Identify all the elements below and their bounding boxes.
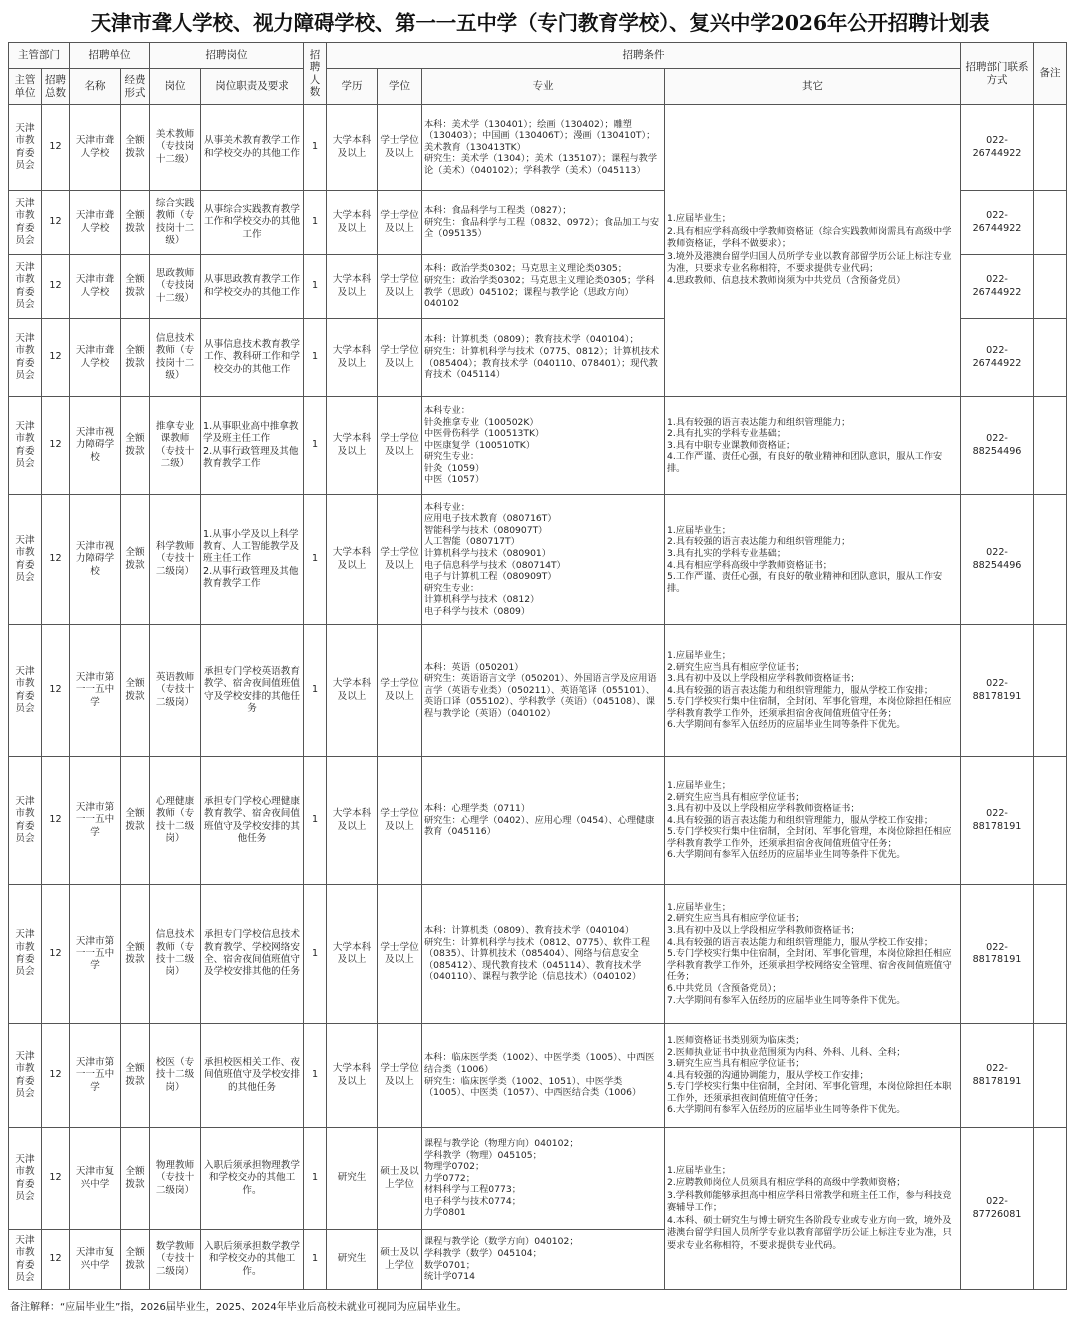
degree-cell: 学士学位及以上 — [378, 397, 422, 495]
contact-cell: 022-88178191 — [961, 885, 1034, 1024]
dept-cell: 天津市教育委员会 — [9, 397, 42, 495]
duty-cell: 从事美术教育教学工作和学校交办的其他工作 — [201, 105, 304, 191]
count-cell: 1 — [304, 1128, 327, 1230]
post-cell: 综合实践教师（专技岗十二级） — [150, 191, 201, 255]
post-cell: 信息技术教师（专技十二级岗） — [150, 885, 201, 1024]
edu-cell: 大学本科及以上 — [327, 105, 378, 191]
table-row — [9, 397, 1067, 495]
edu-cell: 大学本科及以上 — [327, 1024, 378, 1128]
post-cell: 推拿专业课教师（专技十二级） — [150, 397, 201, 495]
dept-cell: 天津市教育委员会 — [9, 495, 42, 625]
unit-cell: 天津市第一一五中学 — [70, 757, 121, 885]
funding-cell: 全额拨款 — [121, 191, 150, 255]
unit-cell: 天津市视力障碍学校 — [70, 397, 121, 495]
edu-cell: 大学本科及以上 — [327, 885, 378, 1024]
other-cell-deaf-school: 1.应届毕业生； 2.具有相应学科高级中学教师资格证（综合实践教师岗需具有高级中学教师资格证，学科不做要求）； 3.境外及港澳台留学归国人员所学专业以教育部留学历公证上标注专业为准，只要求专业名称相符，不要求提供专业代码； 4.思政教师、信息技术教师岗须为中共党员（含预备党员） — [665, 105, 961, 397]
degree-cell: 学士学位及以上 — [378, 625, 422, 757]
remark-cell — [1034, 1024, 1067, 1128]
edu-cell: 大学本科及以上 — [327, 255, 378, 319]
unit-cell: 天津市第一一五中学 — [70, 1024, 121, 1128]
degree-cell: 学士学位及以上 — [378, 255, 422, 319]
funding-cell: 全额拨款 — [121, 255, 150, 319]
duty-cell: 1.从事小学及以上科学教育、人工智能教学及班主任工作 2.从事行政管理及其他教育教学工作 — [201, 495, 304, 625]
unit-cell: 天津市聋人学校 — [70, 319, 121, 397]
remark-cell — [1034, 191, 1067, 255]
total-cell: 12 — [42, 105, 70, 191]
funding-cell: 全额拨款 — [121, 885, 150, 1024]
funding-cell: 全额拨款 — [121, 495, 150, 625]
header-remark: 备注 — [1034, 43, 1067, 105]
total-cell: 12 — [42, 255, 70, 319]
edu-cell: 大学本科及以上 — [327, 625, 378, 757]
count-cell: 1 — [304, 191, 327, 255]
funding-cell: 全额拨款 — [121, 757, 150, 885]
major-cell: 本科：心理学类（0711） 研究生：心理学（0402）、应用心理（0454）、心理健康教育（045116） — [422, 757, 665, 885]
other-cell: 1.医师资格证书类别须为临床类； 2.医师执业证书中执业范围须为内科、外科、儿科、全科； 3.研究生应当具有相应学位证书； 4.具有较强的沟通协调能力，服从学校工作安排； 5.专门学校实行集中住宿制，全封闭、军事化管理，本岗位除担任本职工作外，还须承担夜间值班值守任务； 6.大学期间有参军入伍经历的应届毕业生同等条件下优先。 — [665, 1024, 961, 1128]
dept-cell: 天津市教育委员会 — [9, 319, 42, 397]
dept-cell: 天津市教育委员会 — [9, 1128, 42, 1230]
edu-cell: 大学本科及以上 — [327, 191, 378, 255]
major-cell: 课程与教学论（数学方向）040102； 学科教学（数学）045104； 数学0701； 统计学0714 — [422, 1230, 665, 1290]
header-other: 其它 — [665, 69, 961, 105]
other-cell-fuxing: 1.应届毕业生； 2.应聘教师岗位人员须具有相应学科的高级中学教师资格； 3.学科教师能够承担高中相应学科日常教学和班主任工作，参与科技竞赛辅导工作； 4.本科、硕士研究生与博士研究生各阶段专业或专业方向一致，境外及港澳台留学归国人员所学专业以教育部留学历公证上标注专业为准，只要求专业名称相符，不要求提供专业代码。 — [665, 1128, 961, 1290]
edu-cell: 大学本科及以上 — [327, 495, 378, 625]
total-cell: 12 — [42, 1230, 70, 1290]
total-cell: 12 — [42, 191, 70, 255]
duty-cell: 承担专门学校英语教育教学、宿舍夜间值班值守及学校安排的其他任务 — [201, 625, 304, 757]
post-cell: 物理教师（专技十二级岗） — [150, 1128, 201, 1230]
contact-cell: 022-88254496 — [961, 397, 1034, 495]
degree-cell: 学士学位及以上 — [378, 1024, 422, 1128]
total-cell: 12 — [42, 757, 70, 885]
header-duty: 岗位职责及要求 — [201, 69, 304, 105]
header-post-name: 岗位 — [150, 69, 201, 105]
post-cell: 思政教师（专技岗十二级） — [150, 255, 201, 319]
dept-cell: 天津市教育委员会 — [9, 885, 42, 1024]
major-cell: 本科：计算机类（0809）；教育技术学（040104）； 研究生：计算机科学与技术（0775、0812）；计算机技术（085404）；教育技术学（040110、078401）；现代教育技术（045114） — [422, 319, 665, 397]
major-cell: 本科：美术学（130401）；绘画（130402）；雕塑（130403）；中国画（130406T）；漫画（130410T）；美术教育（130413TK） 研究生：美术学（1304）；美术（135107）；课程与教学论（美术）（040102）；学科教学（美术）（045113） — [422, 105, 665, 191]
funding-cell: 全额拨款 — [121, 105, 150, 191]
header-cond-group: 招聘条件 — [327, 43, 961, 69]
table-row — [9, 105, 1067, 191]
funding-cell: 全额拨款 — [121, 625, 150, 757]
table-row — [9, 1128, 1067, 1230]
major-cell: 本科：计算机类（0809）、教育技术学（040104） 研究生：计算机科学与技术（0812、0775）、软件工程（0835）、计算机技术（085404）、网络与信息安全（085412）、现代教育技术（045114）、教育技术学（040110）、课程与教学论（信息技术）（040102） — [422, 885, 665, 1024]
contact-cell: 022-87726081 — [961, 1128, 1034, 1290]
duty-cell: 承担专门学校信息技术教育教学、学校网络安全、宿舍夜间值班值守及学校安排其他的任务 — [201, 885, 304, 1024]
degree-cell: 硕士及以上学位 — [378, 1128, 422, 1230]
remark-cell — [1034, 397, 1067, 495]
header-degree: 学位 — [378, 69, 422, 105]
funding-cell: 全额拨款 — [121, 1128, 150, 1230]
degree-cell: 学士学位及以上 — [378, 757, 422, 885]
edu-cell: 研究生 — [327, 1230, 378, 1290]
other-cell: 1.应届毕业生； 2.研究生应当具有相应学位证书； 3.具有初中及以上学段相应学科教师资格证书； 4.具有较强的语言表达能力和组织管理能力，服从学校工作安排； 5.专门学校实行集中住宿制，全封闭、军事化管理，本岗位除担任相应学科教育教学工作外，还须承担宿舍夜间值班值守任务； 6.大学期间有参军入伍经历的应届毕业生同等条件下优先。 — [665, 757, 961, 885]
count-cell: 1 — [304, 1230, 327, 1290]
total-cell: 12 — [42, 319, 70, 397]
remark-cell — [1034, 105, 1067, 191]
degree-cell: 学士学位及以上 — [378, 191, 422, 255]
header-funding: 经费形式 — [121, 69, 150, 105]
count-cell: 1 — [304, 1024, 327, 1128]
edu-cell: 大学本科及以上 — [327, 319, 378, 397]
major-cell: 本科：政治学类0302；马克思主义理论类0305； 研究生：政治学类0302；马克思主义理论类0305；学科教学（思政）045102；课程与教学论（思政方向）040102 — [422, 255, 665, 319]
table-row — [9, 885, 1067, 1024]
remark-cell — [1034, 319, 1067, 397]
contact-cell: 022-26744922 — [961, 191, 1034, 255]
duty-cell: 从事信息技术教育教学工作、教科研工作和学校交办的其他工作 — [201, 319, 304, 397]
other-cell: 1.应届毕业生； 2.研究生应当具有相应学位证书； 3.具有初中及以上学段相应学科教师资格证书； 4.具有较强的语言表达能力和组织管理能力，服从学校工作安排； 5.专门学校实行集中住宿制，全封闭、军事化管理，本岗位除担任相应学科教育教学工作外，还须承担学校网络安全管理、宿舍夜间值班值守任务； 6.中共党员（含预备党员）； 7.大学期间有参军入伍经历的应届毕业生同等条件下优先。 — [665, 885, 961, 1024]
total-cell: 12 — [42, 397, 70, 495]
unit-cell: 天津市复兴中学 — [70, 1128, 121, 1230]
degree-cell: 学士学位及以上 — [378, 495, 422, 625]
other-cell: 1.应届毕业生； 2.具有较强的语言表达能力和组织管理能力； 3.具有扎实的学科专业基础； 4.具有相应学科高级中学教师资格证书； 5.工作严谨、责任心强，有良好的敬业精神和团队意识，服从工作安排。 — [665, 495, 961, 625]
duty-cell: 承担专门学校心理健康教育教学、宿舍夜间值班值守及学校安排的其他任务 — [201, 757, 304, 885]
edu-cell: 大学本科及以上 — [327, 397, 378, 495]
degree-cell: 硕士及以上学位 — [378, 1230, 422, 1290]
dept-cell: 天津市教育委员会 — [9, 1024, 42, 1128]
edu-cell: 研究生 — [327, 1128, 378, 1230]
count-cell: 1 — [304, 885, 327, 1024]
header-contact: 招聘部门联系方式 — [961, 43, 1034, 105]
funding-cell: 全额拨款 — [121, 1024, 150, 1128]
contact-cell: 022-26744922 — [961, 319, 1034, 397]
unit-cell: 天津市聋人学校 — [70, 191, 121, 255]
major-cell: 课程与教学论（物理方向）040102； 学科教学（物理）045105； 物理学0702； 力学0772； 材料科学与工程0773； 电子科学与技术0774； 力学0801 — [422, 1128, 665, 1230]
count-cell: 1 — [304, 495, 327, 625]
remark-cell — [1034, 757, 1067, 885]
remark-cell — [1034, 1128, 1067, 1290]
count-cell: 1 — [304, 105, 327, 191]
unit-cell: 天津市第一一五中学 — [70, 885, 121, 1024]
post-cell: 数学教师（专技十二级岗） — [150, 1230, 201, 1290]
dept-cell: 天津市教育委员会 — [9, 757, 42, 885]
duty-cell: 承担校医相关工作、夜间值班值守及学校安排的其他任务 — [201, 1024, 304, 1128]
duty-cell: 入职后须承担数学教学和学校交办的其他工作。 — [201, 1230, 304, 1290]
post-cell: 校医（专技十二级岗） — [150, 1024, 201, 1128]
dept-cell: 天津市教育委员会 — [9, 255, 42, 319]
dept-cell: 天津市教育委员会 — [9, 105, 42, 191]
major-cell: 本科：临床医学类（1002）、中医学类（1005）、中西医结合类（1006） 研究生：临床医学类（1002、1051）、中医学类（1005）、中医类（1057）、中西医结合类（1006） — [422, 1024, 665, 1128]
total-cell: 12 — [42, 885, 70, 1024]
header-edu: 学历 — [327, 69, 378, 105]
header-total: 招聘总数 — [42, 69, 70, 105]
funding-cell: 全额拨款 — [121, 397, 150, 495]
duty-cell: 从事思政教育教学工作和学校交办的其他工作 — [201, 255, 304, 319]
remark-cell — [1034, 885, 1067, 1024]
total-cell: 12 — [42, 1128, 70, 1230]
major-cell: 本科专业： 针灸推拿专业（100502K） 中医骨伤科学（100513TK） 中医康复学（100510TK） 研究生专业： 针灸（1059） 中医（1057） — [422, 397, 665, 495]
remark-cell — [1034, 255, 1067, 319]
post-cell: 英语教师（专技十二级岗） — [150, 625, 201, 757]
post-cell: 美术教师（专技岗十二级） — [150, 105, 201, 191]
dept-cell: 天津市教育委员会 — [9, 191, 42, 255]
count-cell: 1 — [304, 757, 327, 885]
unit-cell: 天津市聋人学校 — [70, 105, 121, 191]
header-unit-group: 招聘单位 — [70, 43, 150, 69]
header-unit-name: 名称 — [70, 69, 121, 105]
contact-cell: 022-88178191 — [961, 625, 1034, 757]
unit-cell: 天津市复兴中学 — [70, 1230, 121, 1290]
table-row — [9, 757, 1067, 885]
duty-cell: 入职后须承担物理教学和学校交办的其他工作。 — [201, 1128, 304, 1230]
post-cell: 科学教师（专技十二级岗） — [150, 495, 201, 625]
funding-cell: 全额拨款 — [121, 1230, 150, 1290]
major-cell: 本科：英语（050201） 研究生：英语语言文学（050201）、外国语言学及应用语言学（英语专业类）（050211）、英语笔译（055101）、英语口译（055102）、学科教学（英语）（045108）、课程与教学论（英语）（040102） — [422, 625, 665, 757]
contact-cell: 022-88178191 — [961, 1024, 1034, 1128]
header-major: 专业 — [422, 69, 665, 105]
header-dept-name: 主管单位 — [9, 69, 42, 105]
major-cell: 本科专业： 应用电子技术教育（080716T） 智能科学与技术（080907T） 人工智能（080717T） 计算机科学与技术（080901） 电子信息科学与技术（080714T） 电子与计算机工程（080909T） 研究生专业： 计算机科学与技术（0812） 电子科学与技术（0809） — [422, 495, 665, 625]
header-count: 招聘人数 — [304, 43, 327, 105]
unit-cell: 天津市视力障碍学校 — [70, 495, 121, 625]
count-cell: 1 — [304, 397, 327, 495]
other-cell: 1.具有较强的语言表达能力和组织管理能力； 2.具有扎实的学科专业基础； 3.具有中职专业课教师资格证； 4.工作严谨、责任心强，有良好的敬业精神和团队意识，服从工作安排。 — [665, 397, 961, 495]
header-post-group: 招聘岗位 — [150, 43, 304, 69]
table-row — [9, 625, 1067, 757]
unit-cell: 天津市聋人学校 — [70, 255, 121, 319]
total-cell: 12 — [42, 625, 70, 757]
table-row — [9, 1024, 1067, 1128]
remark-cell — [1034, 495, 1067, 625]
recruitment-table — [8, 42, 1067, 1290]
funding-cell: 全额拨款 — [121, 319, 150, 397]
duty-cell: 从事综合实践教育教学工作和学校交办的其他工作 — [201, 191, 304, 255]
post-cell: 信息技术教师（专技岗十二级） — [150, 319, 201, 397]
page-title: 天津市聋人学校、视力障碍学校、第一一五中学（专门教育学校）、复兴中学2026年公开招聘计划表 — [90, 11, 990, 35]
count-cell: 1 — [304, 255, 327, 319]
footnote: 备注解释：“应届毕业生”指，2026届毕业生，2025、2024年毕业后高校未就业可视同为应届毕业生。 — [10, 1302, 467, 1313]
remark-cell — [1034, 625, 1067, 757]
total-cell: 12 — [42, 495, 70, 625]
degree-cell: 学士学位及以上 — [378, 885, 422, 1024]
count-cell: 1 — [304, 319, 327, 397]
unit-cell: 天津市第一一五中学 — [70, 625, 121, 757]
post-cell: 心理健康教师（专技十二级岗） — [150, 757, 201, 885]
total-cell: 12 — [42, 1024, 70, 1128]
edu-cell: 大学本科及以上 — [327, 757, 378, 885]
count-cell: 1 — [304, 625, 327, 757]
degree-cell: 学士学位及以上 — [378, 319, 422, 397]
dept-cell: 天津市教育委员会 — [9, 1230, 42, 1290]
contact-cell: 022-88178191 — [961, 757, 1034, 885]
contact-cell: 022-88254496 — [961, 495, 1034, 625]
other-cell: 1.应届毕业生； 2.研究生应当具有相应学位证书； 3.具有初中及以上学段相应学科教师资格证书； 4.具有较强的语言表达能力和组织管理能力，服从学校工作安排； 5.专门学校实行集中住宿制，全封闭、军事化管理，本岗位除担任相应学科教育教学工作外，还须承担宿舍夜间值班值守任务； 6.大学期间有参军入伍经历的应届毕业生同等条件下优先。 — [665, 625, 961, 757]
contact-cell: 022-26744922 — [961, 105, 1034, 191]
degree-cell: 学士学位及以上 — [378, 105, 422, 191]
contact-cell: 022-26744922 — [961, 255, 1034, 319]
duty-cell: 1.从事职业高中推拿教学及班主任工作 2.从事行政管理及其他教育教学工作 — [201, 397, 304, 495]
dept-cell: 天津市教育委员会 — [9, 625, 42, 757]
table-row — [9, 495, 1067, 625]
header-dept-group: 主管部门 — [9, 43, 70, 69]
major-cell: 本科：食品科学与工程类（0827）； 研究生：食品科学与工程（0832、0972）；食品加工与安全（095135） — [422, 191, 665, 255]
